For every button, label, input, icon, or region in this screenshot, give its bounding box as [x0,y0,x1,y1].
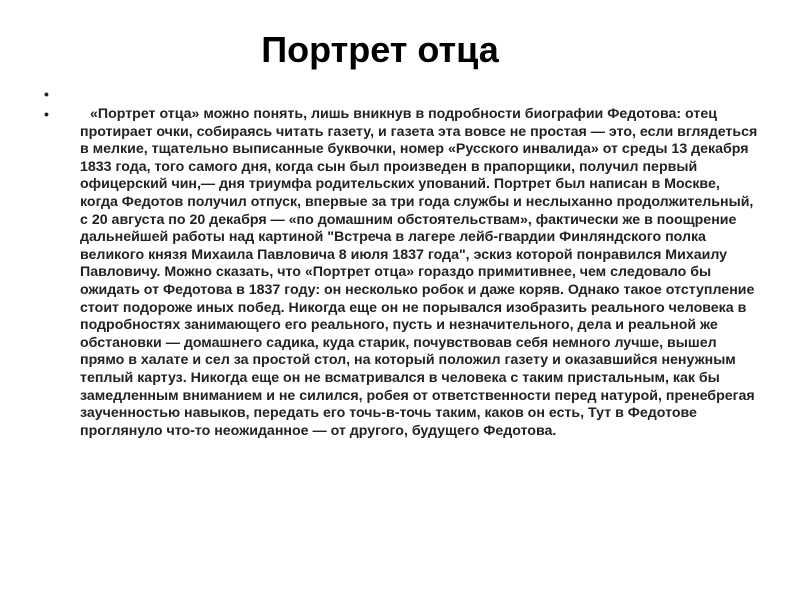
bullet-item-empty [38,86,760,106]
bullet-dot-icon: • [44,86,49,102]
bullet-list [38,86,760,440]
bullet-dot-icon: • [44,106,49,122]
bullet-item-paragraph [38,106,760,440]
paragraph-text: «Портрет отца» можно понять, лишь вникнув в подробности биографии Федотова: отец протирает очки, собираясь читать газету, и газета эта вовсе не простая — это, если вглядеться в мелкие, тщательно выписанные буквочки, номер «Русского инвалида» от среды 13 декабря 1833 года, того самого дня, когда сын был произведен в прапорщики, получил первый офицерский чин,— дня триумфа родительских упований. Портрет был написан в Москве, когда Федотов получил отпуск, впервые за три года службы и неслыханно продолжительный, с 20 августа по 20 декабря — «по домашним обстоятельствам», фактически же в поощрение дальнейшей работы над картиной "Встреча в лагере лейб-гвардии Финляндского полка великого князя Михаила Павловича 8 июля 1837 года", эскиз которой понравился Михаилу Павловичу. Можно сказать, что «Портрет отца» гораздо примитивнее, чем следовало бы ожидать от Федотова в 1837 году: он несколько робок и даже коряв. Однако такое отступление стоит подороже иных побед. Никогда еще он не порывался изобразить реального человека в подробностях занимающего его реального, пусть и незначительного, дела и реальной же обстановки — домашнего садика, куда старик, почувствовав себя немного лучше, вышел прямо в халате и сел за простой стол, на который положил газету и оказавшийся ненужным теплый картуз. Никогда еще он не всматривался в человека с таким пристальным, как бы замедленным вниманием и не силился, робея от ответственности перед натурой, пренебрегая заученностью навыков, передать его точь-в-точь таким, каков он есть, Тут в Федотове проглянуло что-то неожиданное — от другого, будущего Федотова. [80,106,758,439]
slide-title: Портрет отца [261,29,499,70]
